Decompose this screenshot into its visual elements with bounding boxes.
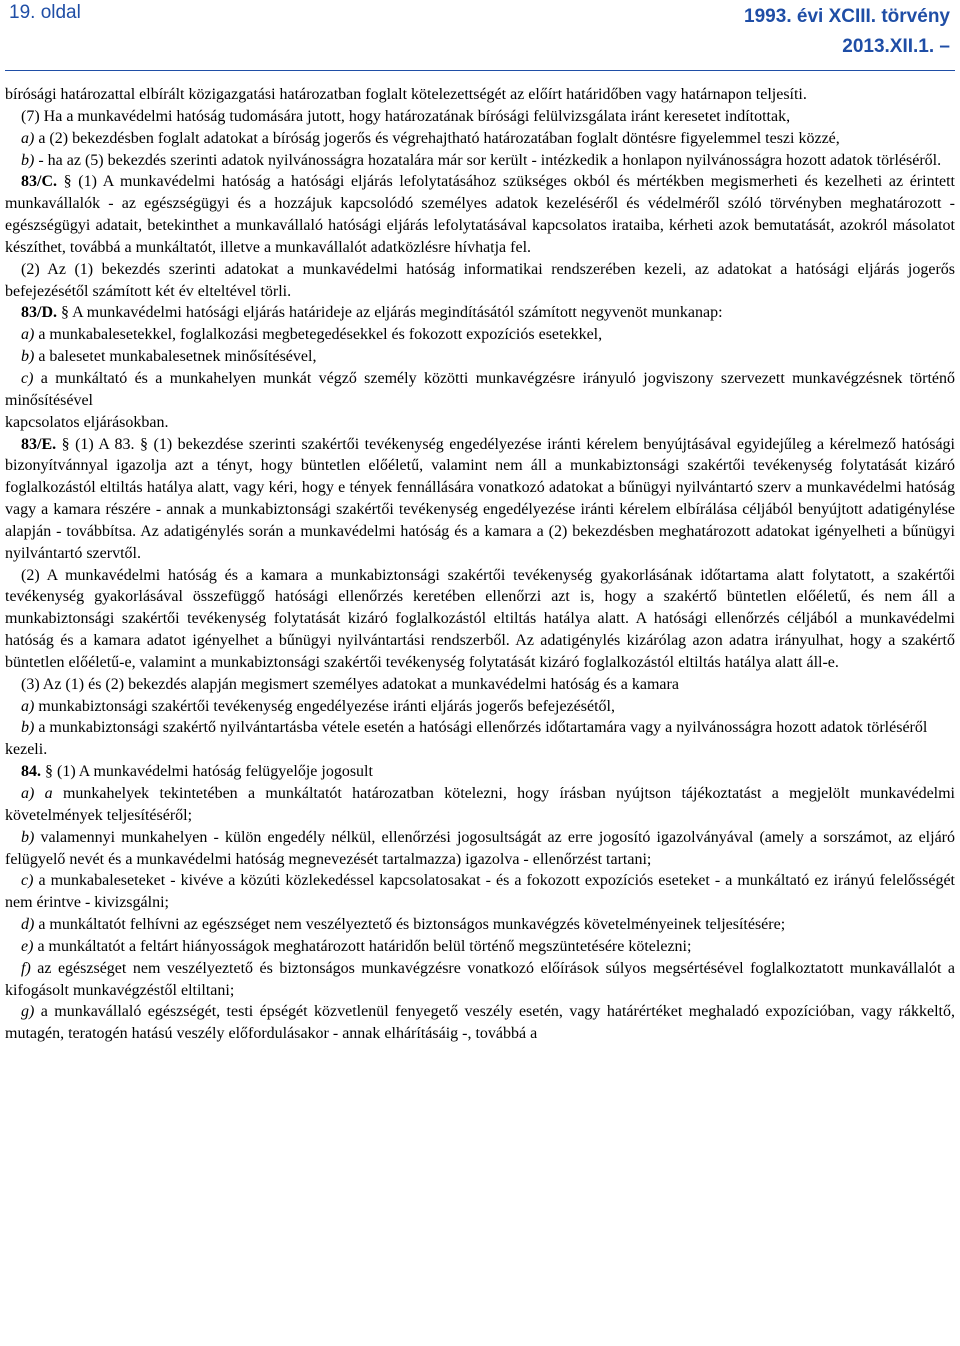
item-label: e) [21,937,34,955]
item-label: b) [21,151,35,169]
item-label: c) [21,872,34,890]
item-label: g) [21,1003,35,1021]
item-label: a) [21,326,35,344]
list-item: c) a munkabaleseteket - kivéve a közúti közlekedéssel kapcsolatosakat - és a fokozott expozíciós eseteket - a munkáltató ez irányú felelősségét nem érintve - kivizsgálni; [5,872,955,912]
law-title: 1993. évi XCIII. törvény [744,6,950,27]
list-item: b) a balesetet munkabalesetnek minősítésével, [21,348,317,366]
list-item: b) valamennyi munkahelyen - külön engedély nélkül, ellenőrzési jogosultságát az erre jogosító igazolványával (amely a sorszámot, az eljáró felügyelő nevét és a munkavédelmi hatóság megnevezését tartalmazza) igazolva - ellenőrzést tartani; [5,828,955,868]
list-item: f) az egészséget nem veszélyeztető és biztonságos munkavégzésre vonatkozó előírások súlyos megsértésével foglalkoztatott munkavállalót a kifogásolt munkavégzéstől eltiltani; [5,959,955,999]
list-item: a) a (2) bekezdésben foglalt adatokat a bíróság jogerős és végrehajtható határozatában foglalt döntésre figyelemmel teszi közzé, [21,129,840,147]
page-header [5,0,955,70]
paragraph: (2) A munkavédelmi hatóság és a kamara a munkabiztonsági szakértői tevékenység gyakorlásának időtartama alatt folytatott, a szakértői tevékenység gyakorlásával összefüggő hatósági ellenőrzés keretében ellenőrzi azt is, hogy a szakértő büntetlen előéletű, és nem áll a munkabiztonsági szakértői tevékenység folytatását kizáró foglalkozástól eltiltás hatálya alatt. A hatósági ellenőrzés céljából a munkavédelmi hatóság és a kamara adatot igényelhet a bűnügyi nyilvántartási rendszerből. Az adatigénylés kizárólag azon adatra irányulhat, hogy a szakértő büntetlen előéletű-e, valamint a munkabiztonsági szakértői tevékenység folytatását kizáró foglalkozástól eltiltás hatálya alatt áll-e. [5,566,955,671]
list-item: a) a munkahelyek tekintetében a munkáltatót határozatban kötelezni, hogy írásban nyújtson tájékoztatást a megjelölt munkavédelmi követelmények teljesítéséről; [5,785,955,824]
document-body [5,84,955,1045]
law-reference [744,2,950,62]
section-paragraph: 83/C. § (1) A munkavédelmi hatóság a hatósági eljárás lefolytatásához szükséges okból és mértékben megismerheti és kezelheti az érintett munkavállalók - az egészségügyi és a hozzájuk kapcsolódó személyes adatok kezeléséről és védelméről szóló törvényben meghatározott - egészségügyi adatait, betekinthet a munkavállaló hatósági eljárás lefolytatásával kapcsolatos irataiba, kérheti azok bemutatását, azokról másolatot készíthet, továbbá a munkáltatót, illetve a munkavállalót adatközlésre hívhatja fel. [5,173,955,256]
section-paragraph: 83/E. § (1) A 83. § (1) bekezdése szerinti szakértői tevékenység engedélyezése iránti kérelem benyújtásával egyidejűleg a kérelmező hatósági bizonyítvánnyal igazolja azt a tényt, hogy büntetlen előéletű, valamint nem áll a munkabiztonsági szakértői tevékenység folytatását kizáró foglalkozástól eltiltás hatálya alatt, vagy kéri, hogy e tények fennállására vonatkozó adatokat a bűnügyi nyilvántartó szerv a munkavédelmi hatóság vagy a kamara részére - annak a munkabiztonsági szakértői tevékenység engedélyezése iránti kérelem elbírálása céljából benyújtott adatigénylése alapján - továbbítsa. Az adatigénylés során a munkavédelmi hatóság és a kamara a (2) bekezdésben meghatározott adatokat igényelheti a bűnügyi nyilvántartó szervtől. [5,435,955,562]
item-label: f) [21,959,31,977]
section-paragraph: 84. § (1) A munkavédelmi hatóság felügyelője jogosult [21,763,373,781]
item-label: b) [21,348,35,366]
list-item: g) a munkavállaló egészségét, testi épségét közvetlenül fenyegető veszély esetén, vagy határértéket meghaladó expozícióban, vagy rákkeltő, mutagén, teratogén hatású veszély előfordulásakor - annak elhárításáig -, továbbá a [5,1003,955,1043]
item-label: b) [21,719,35,737]
list-item: c) a munkáltató és a munkahelyen munkát végző személy közötti munkavégzésre irányuló jogviszony szervezett munkavégzésnek történő minősítésével [5,369,955,409]
section-number: 83/C. [21,173,57,191]
paragraph: kezeli. [5,741,48,759]
list-item: b) - ha az (5) bekezdés szerinti adatok nyilvánosságra hozatalára már sor került - intézkedik a honlapon nyilvánosságra hozott adatok törléséről. [21,151,942,169]
section-number: 83/E. [21,435,57,453]
list-item: d) a munkáltatót felhívni az egészséget nem veszélyeztető és biztonságos munkavégzés követelményeinek teljesítésére; [21,916,786,934]
page-number: 19. oldal [9,2,81,23]
list-item: a) munkabiztonsági szakértői tevékenység engedélyezése iránti eljárás jogerős befejezésétől, [21,697,615,715]
paragraph: (2) Az (1) bekezdés szerinti adatokat a munkavédelmi hatóság informatikai rendszerében kezeli, az adatokat a hatósági eljárás jogerős befejezésétől számított két év elteltével törli. [5,260,955,300]
section-number: 84. [21,763,41,781]
header-divider [5,70,955,71]
item-label: b) [21,828,35,846]
list-item: b) a munkabiztonsági szakértő nyilvántartásba vétele esetén a hatósági ellenőrzés időtartamára vagy a nyilvánosságra hozott adatok törléséről [21,719,928,737]
paragraph: bírósági határozattal elbírált közigazgatási határozatban foglalt kötelezettségét az előírt határidőben vagy határnapon teljesíti. [5,86,807,103]
section-number: 83/D. [21,304,57,322]
paragraph: (3) Az (1) és (2) bekezdés alapján megismert személyes adatokat a munkavédelmi hatóság és a kamara [21,675,679,693]
item-label: a) a [21,785,53,802]
paragraph: (7) Ha a munkavédelmi hatóság tudomására jutott, hogy határozatának bírósági felülvizsgálata iránt keresetet indítottak, [21,107,791,125]
paragraph: kapcsolatos eljárásokban. [5,413,169,431]
section-paragraph: 83/D. § A munkavédelmi hatósági eljárás határideje az eljárás megindításától számított negyvenöt munkanap: [21,304,723,322]
list-item: e) a munkáltatót a feltárt hiányosságok meghatározott határidőn belül történő megszüntetésére kötelezni; [21,937,692,955]
item-label: a) [21,697,35,715]
item-label: a) [21,129,35,147]
item-label: d) [21,916,35,934]
list-item: a) a munkabalesetekkel, foglalkozási megbetegedésekkel és fokozott expozíciós esetekkel, [21,326,603,344]
item-label: c) [21,369,34,387]
law-version-date: 2013.XII.1. – [842,36,950,57]
